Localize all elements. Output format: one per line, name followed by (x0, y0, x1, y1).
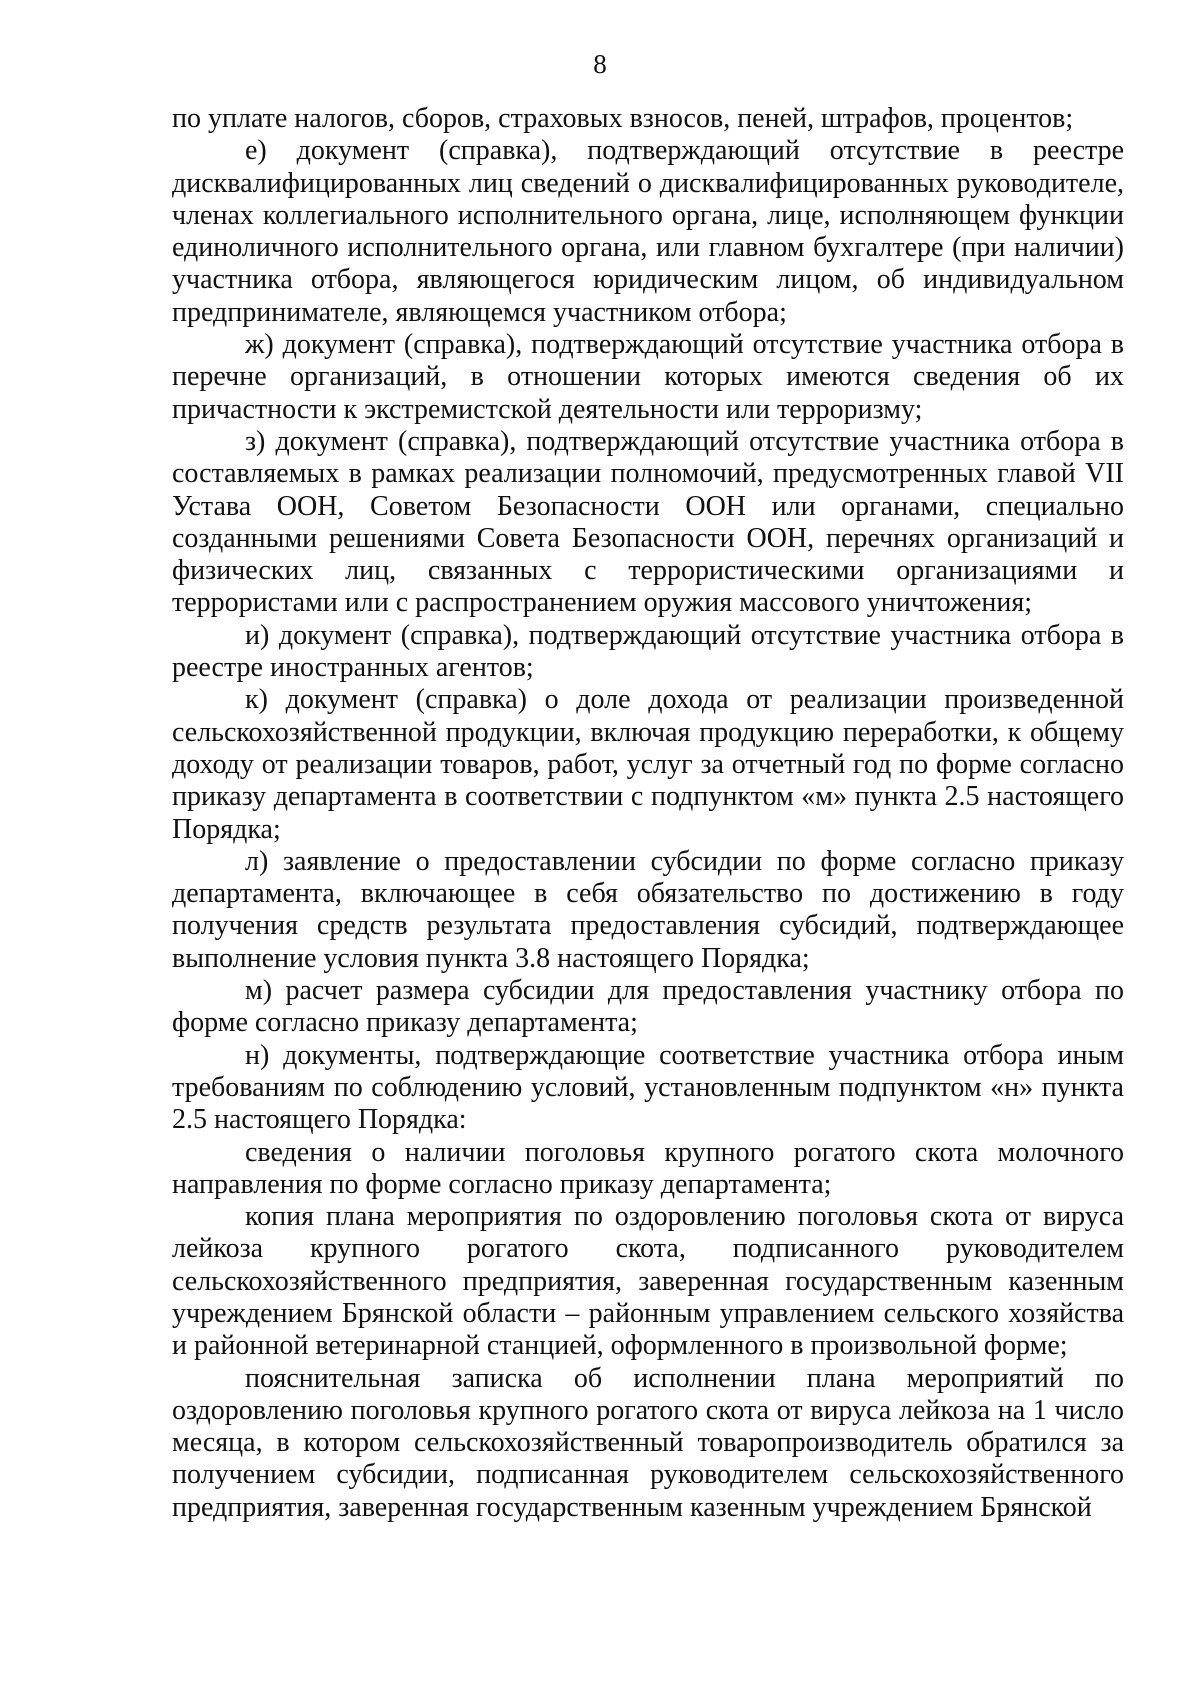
paragraph-item-zh: ж) документ (справка), подтверждающий отсутствие участника отбора в перечне организаций, в отношении которых имеются сведения об их причастности к экстремистской деятельности или терроризму; (172, 329, 1124, 425)
paragraph-plan-copy: копия плана мероприятия по оздоровлению поголовья скота от вируса лейкоза крупного рогатого скота, подписанного руководителем сельскохозяйственного предприятия, заверенная государственным казенным учреждением Брянской области – районным управлением сельского хозяйства и районной ветеринарной станцией, оформленного в произвольной форме; (172, 1201, 1124, 1362)
paragraph-item-e: е) документ (справка), подтверждающий отсутствие в реестре дисквалифицированных лиц сведений о дисквалифицированных руководителе, членах коллегиального исполнительного органа, лице, исполняющем функции единоличного исполнительного органа, или главном бухгалтере (при наличии) участника отбора, являющегося юридическим лицом, об индивидуальном предпринимателе, являющемся участником отбора; (172, 135, 1124, 328)
page-number: 8 (593, 49, 607, 79)
paragraph-explanatory-note: пояснительная записка об исполнении плана мероприятий по оздоровлению поголовья крупного рогатого скота от вируса лейкоза на 1 число месяца, в котором сельскохозяйственный товаропроизводитель обратился за получением субсидии, подписанная руководителем сельскохозяйственного предприятия, заверенная государственным казенным учреждением Брянской (172, 1362, 1124, 1523)
paragraph-item-l: л) заявление о предоставлении субсидии по форме согласно приказу департамента, включающее в себя обязательство по достижению в году получения средств результата предоставления субсидий, подтверждающее выполнение условия пункта 3.8 настоящего Порядка; (172, 845, 1124, 974)
paragraph-item-m: м) расчет размера субсидии для предоставления участнику отбора по форме согласно приказу департамента; (172, 975, 1124, 1039)
paragraph-continuation: по уплате налогов, сборов, страховых взносов, пеней, штрафов, процентов; (172, 103, 1074, 134)
paragraph-item-n: н) документы, подтверждающие соответствие участника отбора иным требованиям по соблюдению условий, установленным подпунктом «н» пункта 2.5 настоящего Порядка: (172, 1039, 1124, 1136)
paragraph-livestock-info: сведения о наличии поголовья крупного рогатого скота молочного направления по форме согласно приказу департамента; (172, 1136, 1124, 1200)
paragraph-item-i: и) документ (справка), подтверждающий отсутствие участника отбора в реестре иностранных агентов; (172, 619, 1124, 684)
paragraph-item-z: з) документ (справка), подтверждающий отсутствие участника отбора в составляемых в рамках реализации полномочий, предусмотренных главой VII Устава ООН, Советом Безопасности ООН или органами, специально созданными решениями Совета Безопасности ООН, перечнях организаций и физических лиц, связанных с террористическими организациями и террористами или с распространением оружия массового уничтожения; (172, 425, 1124, 619)
paragraph-item-k: к) документ (справка) о доле дохода от реализации произведенной сельскохозяйственной продукции, включая продукцию переработки, к общему доходу от реализации товаров, работ, услуг за отчетный год по форме согласно приказу департамента в соответствии с подпунктом «м» пункта 2.5 настоящего Порядка; (172, 684, 1124, 845)
document-body (172, 103, 1124, 1524)
